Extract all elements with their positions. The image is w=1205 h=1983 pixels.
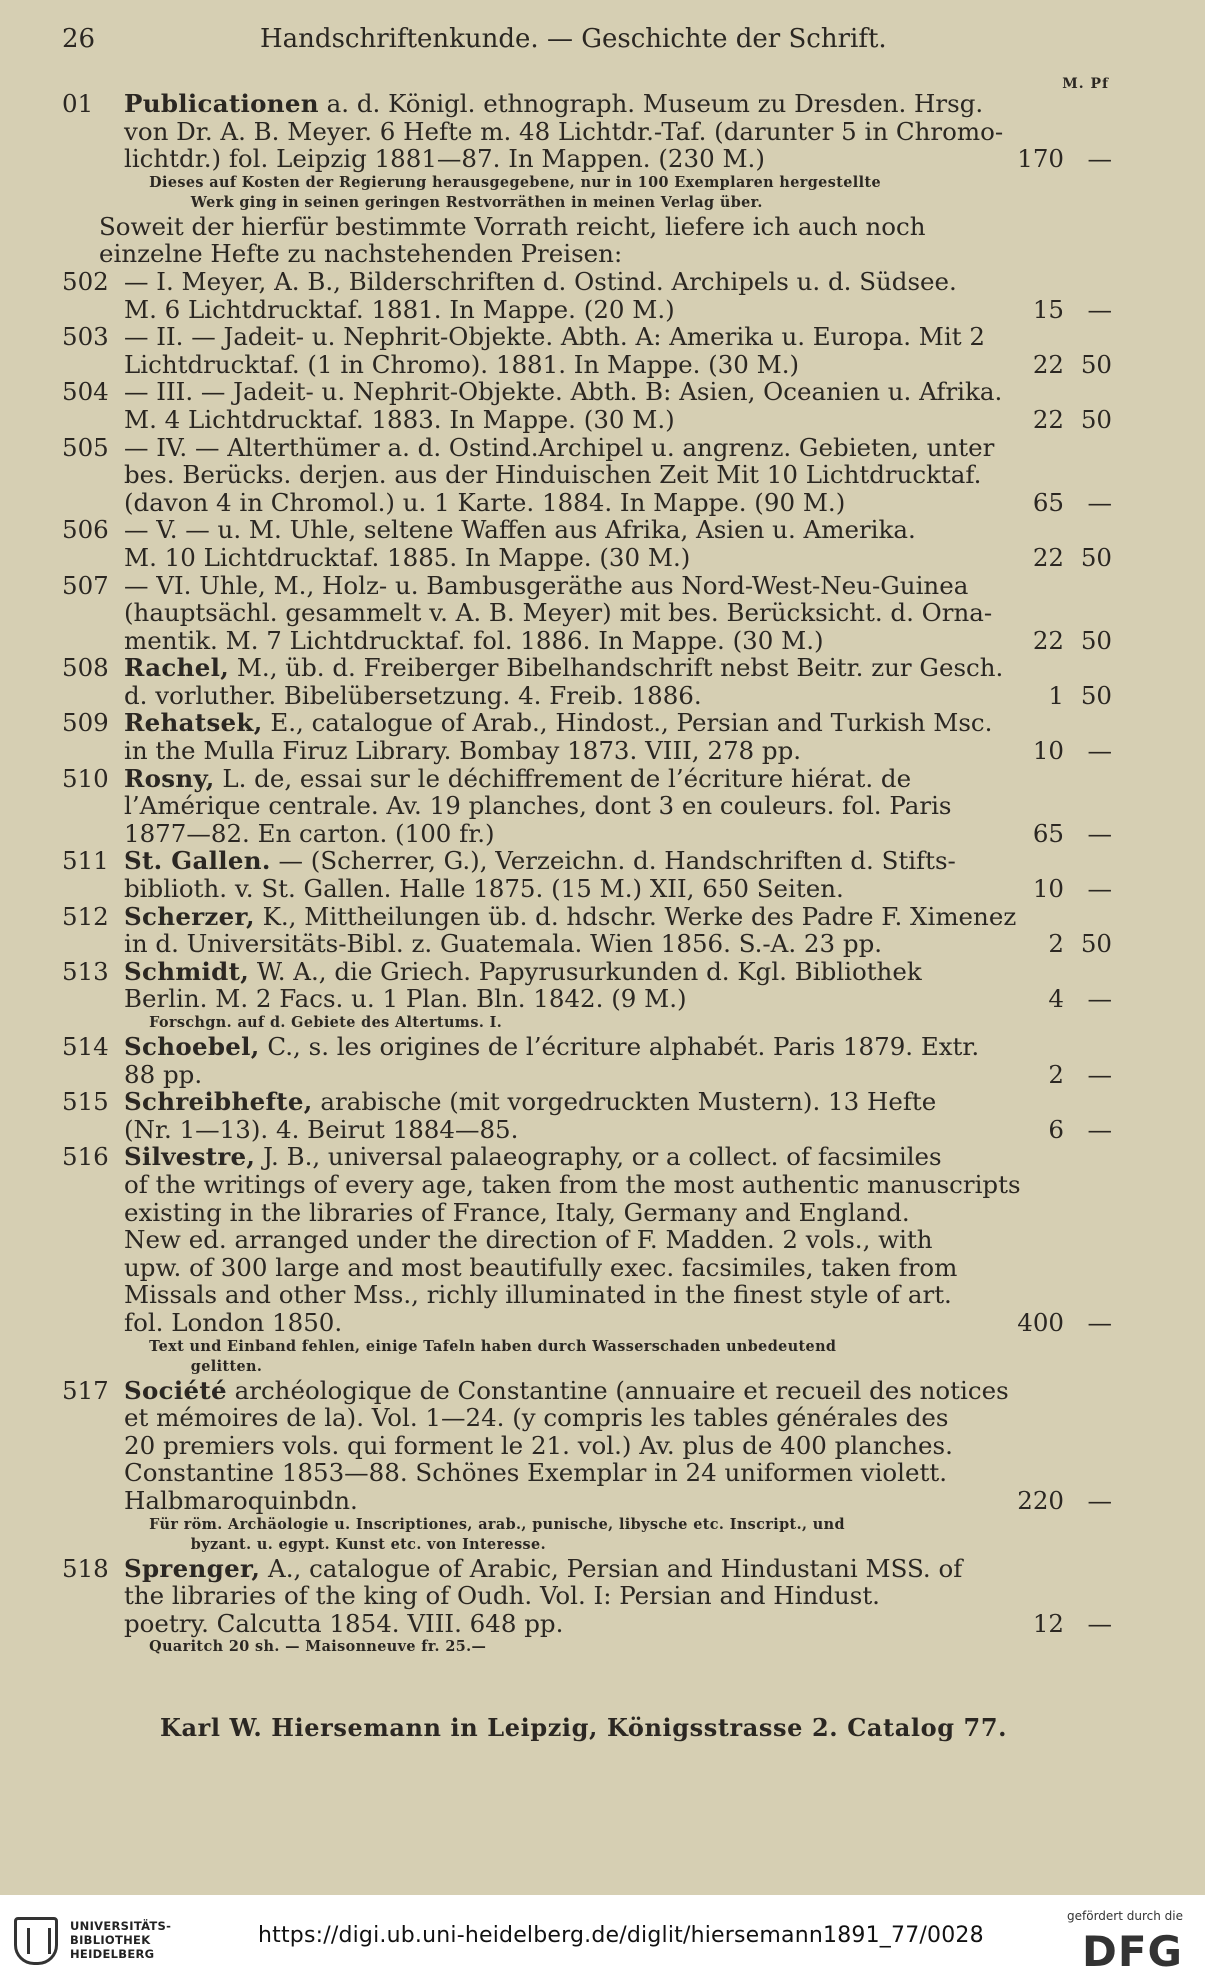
- price-mark: 22: [1032, 542, 1064, 572]
- price-pfennig: 50: [1080, 929, 1112, 959]
- entry-line: [62, 145, 1112, 173]
- entry-number: 507: [62, 570, 109, 600]
- entry-text: [124, 1459, 947, 1487]
- entry-line: [62, 930, 1112, 958]
- dfg-logo[interactable]: DFG: [1081, 1927, 1183, 1976]
- price-mark: 65: [1032, 818, 1064, 848]
- entry-text: [124, 1088, 936, 1116]
- entry-text: [124, 296, 675, 324]
- entry-text: [124, 1582, 880, 1610]
- catalog-entry: [62, 1033, 1112, 1088]
- entry-text-part: l’Amérique centrale. Av. 19 planches, dont 3 en couleurs. fol. Paris: [124, 791, 952, 821]
- entry-line: [62, 1061, 1112, 1089]
- entry-text-part: bes. Berücks. derjen. aus der Hinduischen Zeit Mit 10 Lichtdrucktaf.: [124, 460, 982, 490]
- entry-text: [124, 737, 801, 765]
- entry-text: [124, 145, 765, 173]
- entry-number: 516: [62, 1142, 109, 1172]
- entry-text-part: M., üb. d. Freiberger Bibelhandschrift nebst Beitr. zur Gesch.: [229, 653, 1004, 683]
- entry-number: 508: [62, 653, 109, 683]
- entry-line: [62, 1171, 1112, 1199]
- entry-line: [62, 847, 1112, 875]
- entry-text-part: — I. Meyer, A. B., Bilderschriften d. Ostind. Archipels u. d. Südsee.: [124, 266, 957, 296]
- entry-line: [62, 434, 1112, 462]
- entry-text-part: New ed. arranged under the direction of F. Madden. 2 vols., with: [124, 1225, 933, 1255]
- publisher-footer: Karl W. Hiersemann in Leipzig, Königsstrasse 2. Catalog 77.: [160, 1713, 1008, 1742]
- entry-text: [124, 489, 845, 517]
- entry-line: [62, 572, 1112, 600]
- entry-text-part: von Dr. A. B. Meyer. 6 Hefte m. 48 Lichtdr.-Taf. (darunter 5 in Chromo-: [124, 116, 1004, 146]
- entry-text-part: — V. — u. M. Uhle, seltene Waffen aus Afrika, Asien u. Amerika.: [124, 515, 916, 545]
- entry-line: [62, 1033, 1112, 1061]
- entry-text-part: of the writings of every age, taken from the most authentic manuscripts: [124, 1169, 1021, 1199]
- entry-line: [62, 737, 1112, 765]
- price-mark: 10: [1032, 874, 1064, 904]
- entry-text: [124, 1171, 1021, 1199]
- entry-author: St. Gallen.: [124, 846, 271, 876]
- catalog-entry: [62, 958, 1112, 1033]
- page-url[interactable]: https://digi.ub.uni-heidelberg.de/diglit/hiersemann1891_77/0028: [258, 1923, 984, 1948]
- entry-line: [62, 875, 1112, 903]
- entry-note: byzant. u. egypt. Kunst etc. von Interesse.: [190, 1535, 546, 1553]
- entry-text-part: 1877—82. En carton. (100 fr.): [124, 818, 495, 848]
- entry-line: [62, 1281, 1112, 1309]
- entry-number: 505: [62, 432, 109, 462]
- entry-line: [62, 682, 1112, 710]
- price-mark: 1: [1048, 680, 1064, 710]
- catalog-entry: [62, 323, 1112, 378]
- entry-text-part: Constantine 1853—88. Schönes Exemplar in 24 uniformen violett.: [124, 1458, 947, 1488]
- entry-line: [62, 709, 1112, 737]
- entry-number: 509: [62, 708, 109, 738]
- entry-text-part: einzelne Hefte zu nachstehenden Preisen:: [99, 239, 623, 269]
- entry-text: [124, 847, 956, 875]
- price-mark: 170: [1017, 144, 1064, 174]
- entry-number: 518: [62, 1553, 109, 1583]
- entry-text: [124, 118, 1003, 146]
- entry-line: [62, 406, 1112, 434]
- entry-line: [62, 1404, 1112, 1432]
- price-pfennig: —: [1087, 1485, 1112, 1515]
- entry-author: Schreibhefte,: [124, 1087, 313, 1117]
- entry-line: [62, 90, 1112, 118]
- catalog-entry: [62, 903, 1112, 958]
- entry-text-part: Halbmaroquinbdn.: [124, 1485, 358, 1515]
- entry-author: Scherzer,: [124, 901, 255, 931]
- entry-text-part: Lichtdrucktaf. (1 in Chromo). 1881. In Mappe. (30 M.): [124, 349, 800, 379]
- entry-text-part: arabische (mit vorgedruckten Mustern). 13 Hefte: [312, 1087, 937, 1117]
- entry-author: Schmidt,: [124, 956, 250, 986]
- entry-author: Rosny,: [124, 763, 215, 793]
- entry-text-part: lichtdr.) fol. Leipzig 1881—87. In Mappen. (230 M.): [124, 144, 765, 174]
- entry-text-part: L. de, essai sur le déchiffrement de l’écriture hiérat. de: [214, 763, 912, 793]
- entry-text-part: — III. — Jadeit- u. Nephrit-Objekte. Abth. B: Asien, Oceanien u. Afrika.: [124, 377, 1003, 407]
- price-pfennig: 50: [1080, 680, 1112, 710]
- entry-line: [62, 544, 1112, 572]
- entry-text: [124, 378, 1002, 406]
- entry-line: [62, 958, 1112, 986]
- price-pfennig: —: [1087, 874, 1112, 904]
- entry-text: [124, 709, 992, 737]
- entry-line: [62, 1582, 1112, 1610]
- entry-number: 512: [62, 901, 109, 931]
- entry-line: [62, 268, 1112, 296]
- entry-text-part: Berlin. M. 2 Facs. u. 1 Plan. Bln. 1842. (9 M.): [124, 984, 687, 1014]
- entry-text-part: a. d. Königl. ethnograph. Museum zu Dresden. Hrsg.: [318, 89, 984, 118]
- entry-author: Société: [124, 1375, 227, 1405]
- entry-line: [62, 1143, 1112, 1171]
- entry-number: 515: [62, 1087, 109, 1117]
- entry-text-part: in d. Universitäts-Bibl. z. Guatemala. Wien 1856. S.-A. 23 pp.: [124, 929, 883, 959]
- entry-text-part: M. 6 Lichtdrucktaf. 1881. In Mappe. (20 M.): [124, 294, 675, 324]
- entry-line: [62, 627, 1112, 655]
- entry-line: [62, 1487, 1112, 1515]
- entry-text: [124, 90, 983, 118]
- entry-text-part: Soweit der hierfür bestimmte Vorrath reicht, liefere ich auch noch: [99, 211, 926, 241]
- entry-text: [124, 461, 981, 489]
- entry-line: [62, 378, 1112, 406]
- entry-text-part: poetry. Calcutta 1854. VIII. 648 pp.: [124, 1608, 564, 1638]
- entry-text-part: — VI. Uhle, M., Holz- u. Bambusgeräthe aus Nord-West-Neu-Guinea: [124, 570, 969, 600]
- price-pfennig: —: [1087, 1059, 1112, 1089]
- entry-author: Rachel,: [124, 653, 230, 683]
- entry-text: [124, 1199, 910, 1227]
- entry-text-part: (hauptsächl. gesammelt v. A. B. Meyer) mit bes. Berücksicht. d. Orna-: [124, 598, 993, 628]
- catalog-entry: [62, 1143, 1112, 1376]
- price-mark: 22: [1032, 349, 1064, 379]
- price-column-header: M. Pf: [1062, 76, 1109, 92]
- entry-line: [62, 1309, 1112, 1337]
- entry-line: [62, 296, 1112, 324]
- catalog-entries: [62, 90, 1112, 1657]
- entry-number: 517: [62, 1375, 109, 1405]
- entry-text: [124, 1432, 953, 1460]
- catalog-entry: [62, 378, 1112, 433]
- entry-text: [124, 1254, 957, 1282]
- entry-text-part: (davon 4 in Chromol.) u. 1 Karte. 1884. In Mappe. (90 M.): [124, 487, 846, 517]
- entry-note: gelitten.: [190, 1357, 263, 1375]
- entry-line: [62, 654, 1112, 682]
- entry-author: Silvestre,: [124, 1142, 256, 1172]
- entry-text: [124, 516, 916, 544]
- price-mark: 400: [1017, 1307, 1064, 1337]
- entry-number: 510: [62, 763, 109, 793]
- funder-caption: gefördert durch die: [1067, 1909, 1183, 1923]
- entry-text-part: M. 10 Lichtdrucktaf. 1885. In Mappe. (30 M.): [124, 542, 691, 572]
- entry-line: [62, 903, 1112, 931]
- entry-line: [62, 489, 1112, 517]
- entry-text-part: W. A., die Griech. Papyrusurkunden d. Kgl. Bibliothek: [249, 956, 922, 986]
- entry-text: [124, 1555, 962, 1583]
- entry-number: 511: [62, 846, 109, 876]
- entry-text-part: upw. of 300 large and most beautifully exec. facsimiles, taken from: [124, 1252, 958, 1282]
- entry-line: [62, 1459, 1112, 1487]
- entry-number: 514: [62, 1032, 109, 1061]
- price-pfennig: —: [1087, 294, 1112, 324]
- catalog-entry: [62, 765, 1112, 848]
- entry-number: 506: [62, 515, 109, 545]
- price-pfennig: —: [1087, 736, 1112, 766]
- entry-line: [62, 792, 1112, 820]
- price-pfennig: —: [1087, 984, 1112, 1014]
- entry-text: [124, 1487, 358, 1515]
- entry-line: [62, 118, 1112, 146]
- entry-line: [62, 461, 1112, 489]
- entry-line: [62, 1432, 1112, 1460]
- entry-text-part: K., Mittheilungen üb. d. hdschr. Werke des Padre F. Ximenez: [254, 901, 1017, 931]
- entry-number: 503: [62, 322, 109, 352]
- entry-text-part: 88 pp.: [124, 1059, 203, 1089]
- entry-text: [124, 1610, 563, 1638]
- entry-line: [62, 1226, 1112, 1254]
- page-number: 26: [62, 24, 96, 54]
- entry-line: [62, 1377, 1112, 1405]
- entry-text: [124, 682, 702, 710]
- entry-text: [124, 627, 824, 655]
- entry-line: [62, 1199, 1112, 1227]
- price-mark: 6: [1048, 1114, 1064, 1144]
- entry-text: [124, 599, 992, 627]
- entry-text: [124, 544, 690, 572]
- entry-text-part: C., s. les origines de l’écriture alphabét. Paris 1879. Extr.: [259, 1032, 980, 1061]
- entry-text: [124, 792, 952, 820]
- entry-number: 502: [62, 266, 109, 296]
- entry-note: Dieses auf Kosten der Regierung herausgegebene, nur in 100 Exemplaren hergestellte: [149, 173, 882, 191]
- entry-line: [62, 213, 1112, 241]
- price-pfennig: —: [1087, 1114, 1112, 1144]
- entry-text: [124, 1061, 202, 1089]
- price-pfennig: 50: [1080, 349, 1112, 379]
- entry-text: [124, 930, 882, 958]
- price-mark: 220: [1017, 1485, 1064, 1515]
- library-logo[interactable]: [14, 1913, 174, 1969]
- entry-text: [124, 1033, 979, 1061]
- viewer-footer-bar: [0, 1895, 1205, 1983]
- catalog-entry: [62, 847, 1112, 902]
- entry-note: Quaritch 20 sh. — Maisonneuve fr. 25.—: [149, 1638, 487, 1656]
- entry-text: [99, 240, 622, 268]
- entry-text: [124, 1404, 948, 1432]
- entry-text-part: biblioth. v. St. Gallen. Halle 1875. (15 M.) XII, 650 Seiten.: [124, 874, 844, 904]
- entry-text-part: (Nr. 1—13). 4. Beirut 1884—85.: [124, 1114, 519, 1144]
- entry-text-part: — II. — Jadeit- u. Nephrit-Objekte. Abth. A: Amerika u. Europa. Mit 2: [124, 322, 985, 352]
- price-mark: 22: [1032, 625, 1064, 655]
- entry-author: Schoebel,: [124, 1032, 260, 1061]
- library-seal-icon: [14, 1917, 58, 1965]
- price-mark: 2: [1048, 1059, 1064, 1089]
- price-pfennig: 50: [1080, 542, 1112, 572]
- entry-text: [124, 1143, 942, 1171]
- price-mark: 12: [1032, 1608, 1064, 1638]
- catalog-entry: [62, 434, 1112, 517]
- price-mark: 4: [1048, 984, 1064, 1014]
- entry-text-part: archéologique de Constantine (annuaire et recueil des notices: [226, 1375, 1009, 1405]
- price-mark: 22: [1032, 404, 1064, 434]
- entry-text: [124, 654, 1003, 682]
- catalog-entry: [62, 654, 1112, 709]
- entry-note: Werk ging in seinen geringen Restvorräthen in meinen Verlag über.: [190, 193, 763, 211]
- entry-text-part: d. vorluther. Bibelübersetzung. 4. Freib. 1886.: [124, 680, 702, 710]
- entry-author: Sprenger,: [124, 1553, 261, 1583]
- entry-text-part: in the Mulla Firuz Library. Bombay 1873. VIII, 278 pp.: [124, 736, 802, 766]
- price-pfennig: —: [1087, 818, 1112, 848]
- entry-text: [124, 765, 911, 793]
- entry-note: Für röm. Archäologie u. Inscriptiones, arab., punische, libysche etc. Inscript., und: [149, 1515, 845, 1533]
- catalog-entry: [62, 1088, 1112, 1143]
- price-pfennig: —: [1087, 1608, 1112, 1638]
- entry-text: [124, 1377, 1009, 1405]
- entry-line: [62, 1555, 1112, 1583]
- entry-author: Publicationen: [124, 89, 319, 118]
- entry-line: [62, 599, 1112, 627]
- entry-note: Forschgn. auf d. Gebiete des Altertums. I.: [149, 1014, 503, 1031]
- entry-text-part: et mémoires de la). Vol. 1—24. (y compris les tables générales des: [124, 1403, 949, 1433]
- entry-text-part: E., catalogue of Arab., Hindost., Persian and Turkish Msc.: [262, 708, 993, 738]
- entry-text-part: J. B., universal palaeography, or a collect. of facsimiles: [255, 1142, 942, 1172]
- entry-line: [62, 820, 1112, 848]
- price-pfennig: —: [1087, 487, 1112, 517]
- entry-text-part: fol. London 1850.: [124, 1307, 343, 1337]
- entry-text-part: the libraries of the king of Oudh. Vol. I: Persian and Hindust.: [124, 1581, 880, 1611]
- price-pfennig: —: [1087, 144, 1112, 174]
- price-pfennig: —: [1087, 1307, 1112, 1337]
- entry-number: 01: [62, 89, 94, 118]
- price-pfennig: 50: [1080, 404, 1112, 434]
- entry-text-part: existing in the libraries of France, Italy, Germany and England.: [124, 1197, 910, 1227]
- catalog-entry: [62, 709, 1112, 764]
- entry-line: [62, 323, 1112, 351]
- entry-line: [62, 1116, 1112, 1144]
- entry-text: [124, 406, 675, 434]
- running-title: Handschriftenkunde. — Geschichte der Schrift.: [260, 24, 887, 54]
- entry-text: [124, 434, 994, 462]
- price-mark: 65: [1032, 487, 1064, 517]
- entry-text-part: mentik. M. 7 Lichtdrucktaf. fol. 1886. In Mappe. (30 M.): [124, 625, 824, 655]
- library-logo-text: UNIVERSITÄTS- BIBLIOTHEK HEIDELBERG: [70, 1919, 172, 1961]
- price-mark: 2: [1048, 929, 1064, 959]
- entry-number: 513: [62, 956, 109, 986]
- entry-line: [62, 516, 1112, 544]
- entry-line: [62, 1254, 1112, 1282]
- entry-text: [124, 268, 957, 296]
- entry-text: [124, 985, 687, 1013]
- entry-number: 504: [62, 377, 109, 407]
- catalog-entry: [62, 1555, 1112, 1658]
- entry-text: [124, 1226, 933, 1254]
- entry-text-part: A., catalogue of Arabic, Persian and Hindustani MSS. of: [260, 1553, 963, 1583]
- entry-text: [124, 1281, 952, 1309]
- page-header: [62, 24, 1102, 64]
- entry-author: Rehatsek,: [124, 708, 263, 738]
- entry-text-part: M. 4 Lichtdrucktaf. 1883. In Mappe. (30 M.): [124, 404, 675, 434]
- price-mark: 15: [1032, 294, 1064, 324]
- entry-text: [124, 572, 968, 600]
- entry-text: [124, 875, 844, 903]
- catalog-entry: [62, 572, 1112, 655]
- catalog-entry: [62, 516, 1112, 571]
- entry-text: [99, 213, 926, 241]
- entry-line: [62, 1610, 1112, 1638]
- entry-line: [62, 1088, 1112, 1116]
- entry-line: [62, 985, 1112, 1013]
- entry-text-part: 20 premiers vols. qui forment le 21. vol.) Av. plus de 400 planches.: [124, 1430, 953, 1460]
- entry-text: [124, 323, 985, 351]
- entry-line: [62, 765, 1112, 793]
- entry-note: Text und Einband fehlen, einige Tafeln haben durch Wasserschaden unbedeutend: [149, 1337, 837, 1355]
- entry-line: [62, 351, 1112, 379]
- entry-text: [124, 1309, 342, 1337]
- entry-text-part: — (Scherrer, G.), Verzeichn. d. Handschriften d. Stifts-: [270, 846, 956, 876]
- catalog-entry: [62, 268, 1112, 323]
- price-mark: 10: [1032, 736, 1064, 766]
- catalog-entry: [62, 1377, 1112, 1555]
- entry-text-part: — IV. — Alterthümer a. d. Ostind.Archipel u. angrenz. Gebieten, unter: [124, 432, 995, 462]
- entry-text-part: Missals and other Mss., richly illuminated in the finest style of art.: [124, 1280, 952, 1310]
- entry-text: [124, 903, 1016, 931]
- entry-text: [124, 1116, 518, 1144]
- catalog-entry: [62, 90, 1112, 268]
- entry-text: [124, 820, 495, 848]
- entry-line: [62, 240, 1112, 268]
- entry-text: [124, 351, 799, 379]
- entry-text: [124, 958, 922, 986]
- price-pfennig: 50: [1080, 625, 1112, 655]
